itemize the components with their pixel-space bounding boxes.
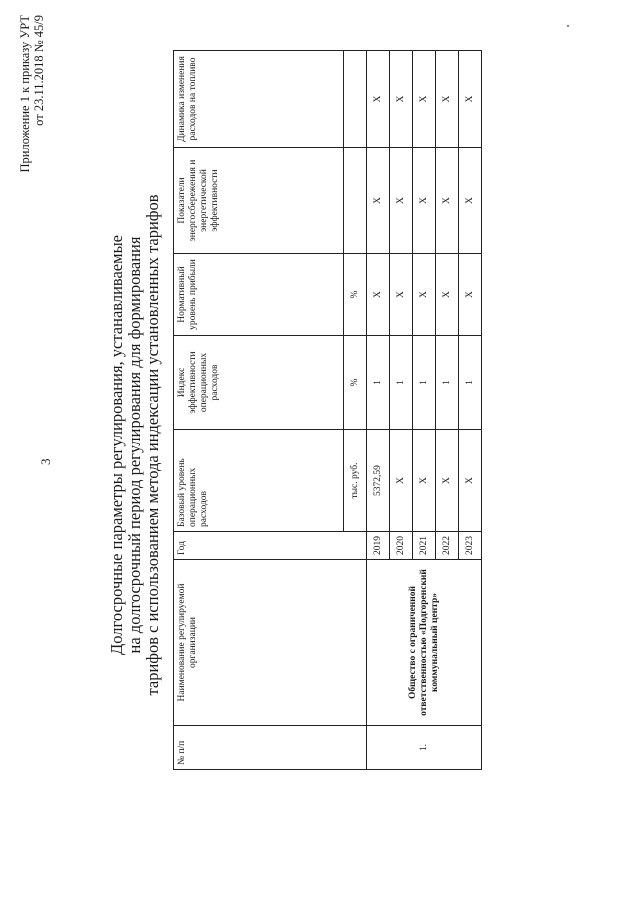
unit-profit: %: [344, 254, 367, 336]
cell-fuel: Х: [390, 51, 413, 148]
cell-energy: Х: [390, 148, 413, 254]
cell-fuel: Х: [413, 51, 436, 148]
cell-fuel: Х: [436, 51, 459, 148]
appendix-line-2: от 23.11.2018 № 45/9: [32, 15, 46, 126]
header-org: Наименование регулируемой организации: [174, 560, 367, 726]
appendix-note: [18, 15, 46, 245]
document-title: [108, 145, 162, 745]
table-header-row: [174, 51, 344, 770]
table-row: [367, 51, 390, 770]
cell-energy: Х: [413, 148, 436, 254]
row-number: 1.: [367, 726, 482, 770]
cell-base: Х: [436, 430, 459, 532]
cell-index: 1: [367, 336, 390, 430]
cell-year: 2019: [367, 532, 390, 560]
header-fuel: Динамика изменения расходов на топливо: [174, 51, 344, 148]
header-num: № п/п: [174, 726, 367, 770]
cell-profit: Х: [367, 254, 390, 336]
header-index: Индекс эффективности операционных расходов: [174, 336, 344, 430]
cell-index: 1: [413, 336, 436, 430]
cell-index: 1: [436, 336, 459, 430]
scan-speck: [567, 25, 569, 27]
cell-profit: Х: [436, 254, 459, 336]
title-line-1: Долгосрочные параметры регулирования, устанавливаемые: [107, 235, 126, 655]
cell-base: Х: [390, 430, 413, 532]
cell-profit: Х: [459, 254, 482, 336]
cell-base: Х: [459, 430, 482, 532]
cell-index: 1: [459, 336, 482, 430]
cell-year: 2023: [459, 532, 482, 560]
cell-year: 2020: [390, 532, 413, 560]
cell-index: 1: [390, 336, 413, 430]
organization-name: Общество с ограниченной ответственностью «Подгоренский коммунальный центр»: [367, 560, 482, 726]
cell-year: 2022: [436, 532, 459, 560]
header-profit: Нормативный уровень прибыли: [174, 254, 344, 336]
cell-fuel: Х: [367, 51, 390, 148]
cell-energy: Х: [436, 148, 459, 254]
header-energy: Показатели энергосбережения и энергетической эффективности: [174, 148, 344, 254]
title-line-2: на долгосрочный период регулирования для формирования: [125, 236, 144, 654]
header-base: Базовый уровень операционных расходов: [174, 430, 344, 532]
cell-energy: Х: [459, 148, 482, 254]
cell-fuel: Х: [459, 51, 482, 148]
unit-base: тыс. руб.: [344, 430, 367, 532]
cell-year: 2021: [413, 532, 436, 560]
parameters-table: [173, 50, 482, 770]
unit-fuel: [344, 51, 367, 148]
page-number: 3: [38, 458, 53, 465]
cell-base: Х: [413, 430, 436, 532]
title-line-3: тарифов с использованием метода индексации установленных тарифов: [143, 194, 162, 696]
cell-energy: Х: [367, 148, 390, 254]
unit-energy: [344, 148, 367, 254]
appendix-line-1: Приложение 1 к приказу УРТ: [18, 15, 32, 173]
unit-index: %: [344, 336, 367, 430]
header-year: Год: [174, 532, 367, 560]
cell-base: 5372,59: [367, 430, 390, 532]
cell-profit: Х: [390, 254, 413, 336]
cell-profit: Х: [413, 254, 436, 336]
